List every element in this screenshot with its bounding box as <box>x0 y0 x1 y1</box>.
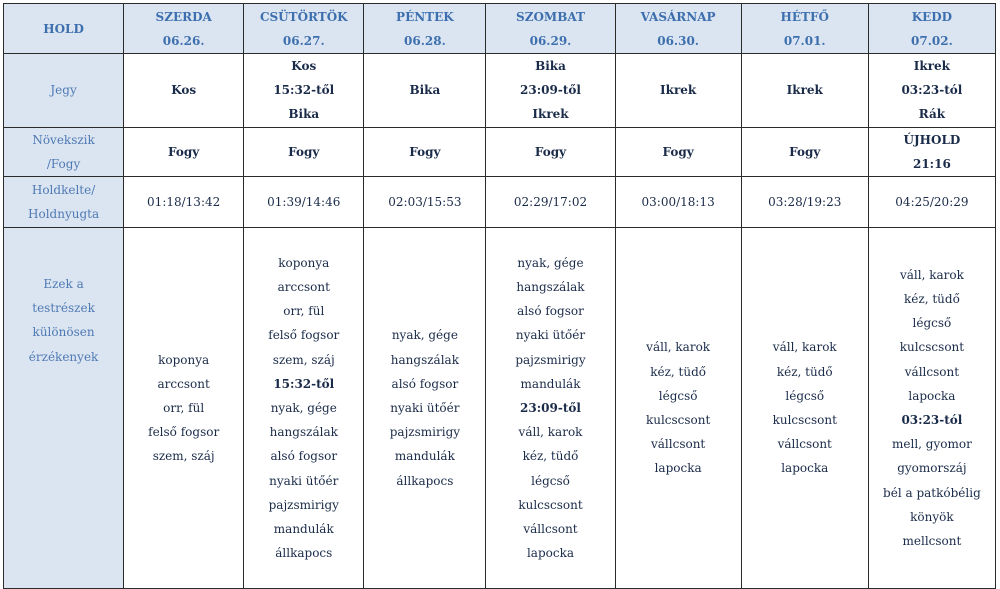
row-fogy <box>4 127 996 176</box>
body-part-item: 03:23-tól <box>901 413 963 428</box>
body-part-item: mellcsont <box>902 534 962 549</box>
row-label-holdkelte: Holdkelte/ Holdnyugta <box>4 177 124 228</box>
jegy-cell: Ikrek 03:23-tól Rák <box>868 54 995 128</box>
body-part-item: pajzsmirigy <box>389 425 461 440</box>
row-jegy <box>4 54 996 128</box>
body-part-item: hangszálak <box>390 352 459 367</box>
jegy-cell: Ikrek <box>615 54 741 128</box>
body-part-item: kulcscsont <box>772 413 837 428</box>
header-day: HÉTFŐ 07.01. <box>741 4 868 54</box>
body-part-item: felső fogsor <box>268 328 340 343</box>
body-part-item: szem, száj <box>152 449 215 464</box>
body-part-item: alsó fogsor <box>391 376 459 391</box>
body-part-item: hangszálak <box>516 279 585 294</box>
row-testreszek <box>4 228 996 589</box>
body-part-item: vállcsont <box>650 437 706 452</box>
row-holdkelte <box>4 177 996 228</box>
body-part-item: kéz, tüdő <box>776 364 833 379</box>
body-part-item: arccsont <box>157 376 210 391</box>
body-part-item: mandulák <box>520 376 581 391</box>
body-part-item: hangszálak <box>269 425 338 440</box>
holdkelte-cell: 01:18/13:42 <box>124 177 244 228</box>
body-part-item: nyaki ütőér <box>515 328 586 343</box>
fogy-cell: Fogy <box>486 127 615 176</box>
holdkelte-cell: 02:03/15:53 <box>364 177 486 228</box>
body-part-item: pajzsmirigy <box>515 352 586 367</box>
holdkelte-cell: 03:28/19:23 <box>741 177 868 228</box>
moon-calendar-table <box>3 3 996 589</box>
body-part-item: vállcsont <box>904 364 960 379</box>
body-part-item: légcső <box>912 316 952 331</box>
header-day: VASÁRNAP 06.30. <box>615 4 741 54</box>
holdkelte-cell: 01:39/14:46 <box>244 177 364 228</box>
jegy-cell: Ikrek <box>741 54 868 128</box>
header-hold: HOLD <box>4 4 124 54</box>
body-part-item: kéz, tüdő <box>904 292 960 306</box>
body-part-item: felső fogsor <box>148 425 220 440</box>
fogy-cell: Fogy <box>741 127 868 176</box>
body-part-item: lapocka <box>654 461 702 476</box>
holdkelte-cell: 02:29/17:02 <box>486 177 615 228</box>
fogy-cell: ÚJHOLD 21:16 <box>868 127 995 176</box>
body-part-item: mell, gyomor <box>892 437 972 452</box>
testresz-cell <box>244 228 364 589</box>
body-part-item: arccsont <box>277 279 330 294</box>
body-part-item: mandulák <box>394 449 455 464</box>
testresz-cell <box>615 228 741 589</box>
fogy-cell: Fogy <box>124 127 244 176</box>
jegy-cell: Bika <box>364 54 486 128</box>
body-part-item: nyaki ütőér <box>390 400 460 415</box>
body-part-item: gyomorszáj <box>897 461 967 476</box>
testresz-cell <box>124 228 244 589</box>
body-part-item: váll, karok <box>899 267 964 282</box>
body-part-item: vállcsont <box>777 437 832 452</box>
testresz-cell <box>486 228 615 589</box>
body-part-item: lapocka <box>781 461 829 476</box>
row-label-fogy: Növekszik /Fogy <box>4 127 124 176</box>
body-part-item: nyak, gége <box>391 328 458 343</box>
testresz-cell <box>741 228 868 589</box>
body-part-item: állkapocs <box>396 473 454 488</box>
body-part-item: légcső <box>658 388 698 403</box>
fogy-cell: Fogy <box>244 127 364 176</box>
header-day: SZERDA 06.26. <box>124 4 244 54</box>
jegy-cell: Kos 15:32-től Bika <box>244 54 364 128</box>
body-part-item: koponya <box>278 255 330 270</box>
header-day: KEDD 07.02. <box>868 4 995 54</box>
body-part-item: nyak, gége <box>270 400 337 415</box>
body-part-item: váll, karok <box>518 425 583 440</box>
body-part-item: kulcscsont <box>899 340 965 355</box>
body-part-item: bél a patkóbélig <box>883 485 981 500</box>
fogy-cell: Fogy <box>364 127 486 176</box>
header-row <box>4 4 996 54</box>
body-part-item: orr, fül <box>163 400 205 415</box>
fogy-cell: Fogy <box>615 127 741 176</box>
body-part-item: orr, fül <box>283 304 325 319</box>
body-part-item: kulcscsont <box>518 497 583 512</box>
body-part-item: vállcsont <box>523 521 578 536</box>
body-part-item: lapocka <box>526 546 575 561</box>
header-day: SZOMBAT 06.29. <box>486 4 615 54</box>
body-part-item: lapocka <box>908 388 956 403</box>
body-part-item: szem, száj <box>272 352 335 367</box>
body-part-item: 15:32-től <box>273 376 335 391</box>
body-part-item: alsó fogsor <box>270 449 338 464</box>
header-day: CSÜTÖRTÖK 06.27. <box>244 4 364 54</box>
header-day: PÉNTEK 06.28. <box>364 4 486 54</box>
jegy-cell: Kos <box>124 54 244 128</box>
body-part-item: váll, karok <box>772 340 837 355</box>
body-part-item: alsó fogsor <box>517 304 584 319</box>
testresz-cell <box>868 228 995 589</box>
body-part-item: pajzsmirigy <box>268 497 339 512</box>
body-part-item: nyaki ütőér <box>269 473 339 488</box>
body-part-item: légcső <box>531 473 570 488</box>
body-part-item: légcső <box>785 388 825 403</box>
jegy-cell: Bika 23:09-től Ikrek <box>486 54 615 128</box>
body-part-item: váll, karok <box>646 340 711 355</box>
holdkelte-cell: 03:00/18:13 <box>615 177 741 228</box>
row-label-testreszek: Ezek a testrészek különösen érzékenyek <box>4 228 124 589</box>
testresz-cell <box>364 228 486 589</box>
row-label-jegy: Jegy <box>4 54 124 128</box>
body-part-item: állkapocs <box>275 546 333 561</box>
holdkelte-cell: 04:25/20:29 <box>868 177 995 228</box>
body-part-item: koponya <box>158 352 210 367</box>
body-part-item: nyak, gége <box>517 255 584 270</box>
body-part-item: 23:09-től <box>520 400 581 415</box>
body-part-item: könyök <box>910 509 954 524</box>
body-part-item: kéz, tüdő <box>522 449 579 464</box>
body-part-item: kéz, tüdő <box>650 364 707 379</box>
body-part-item: mandulák <box>273 521 334 536</box>
body-part-item: kulcscsont <box>645 413 711 428</box>
